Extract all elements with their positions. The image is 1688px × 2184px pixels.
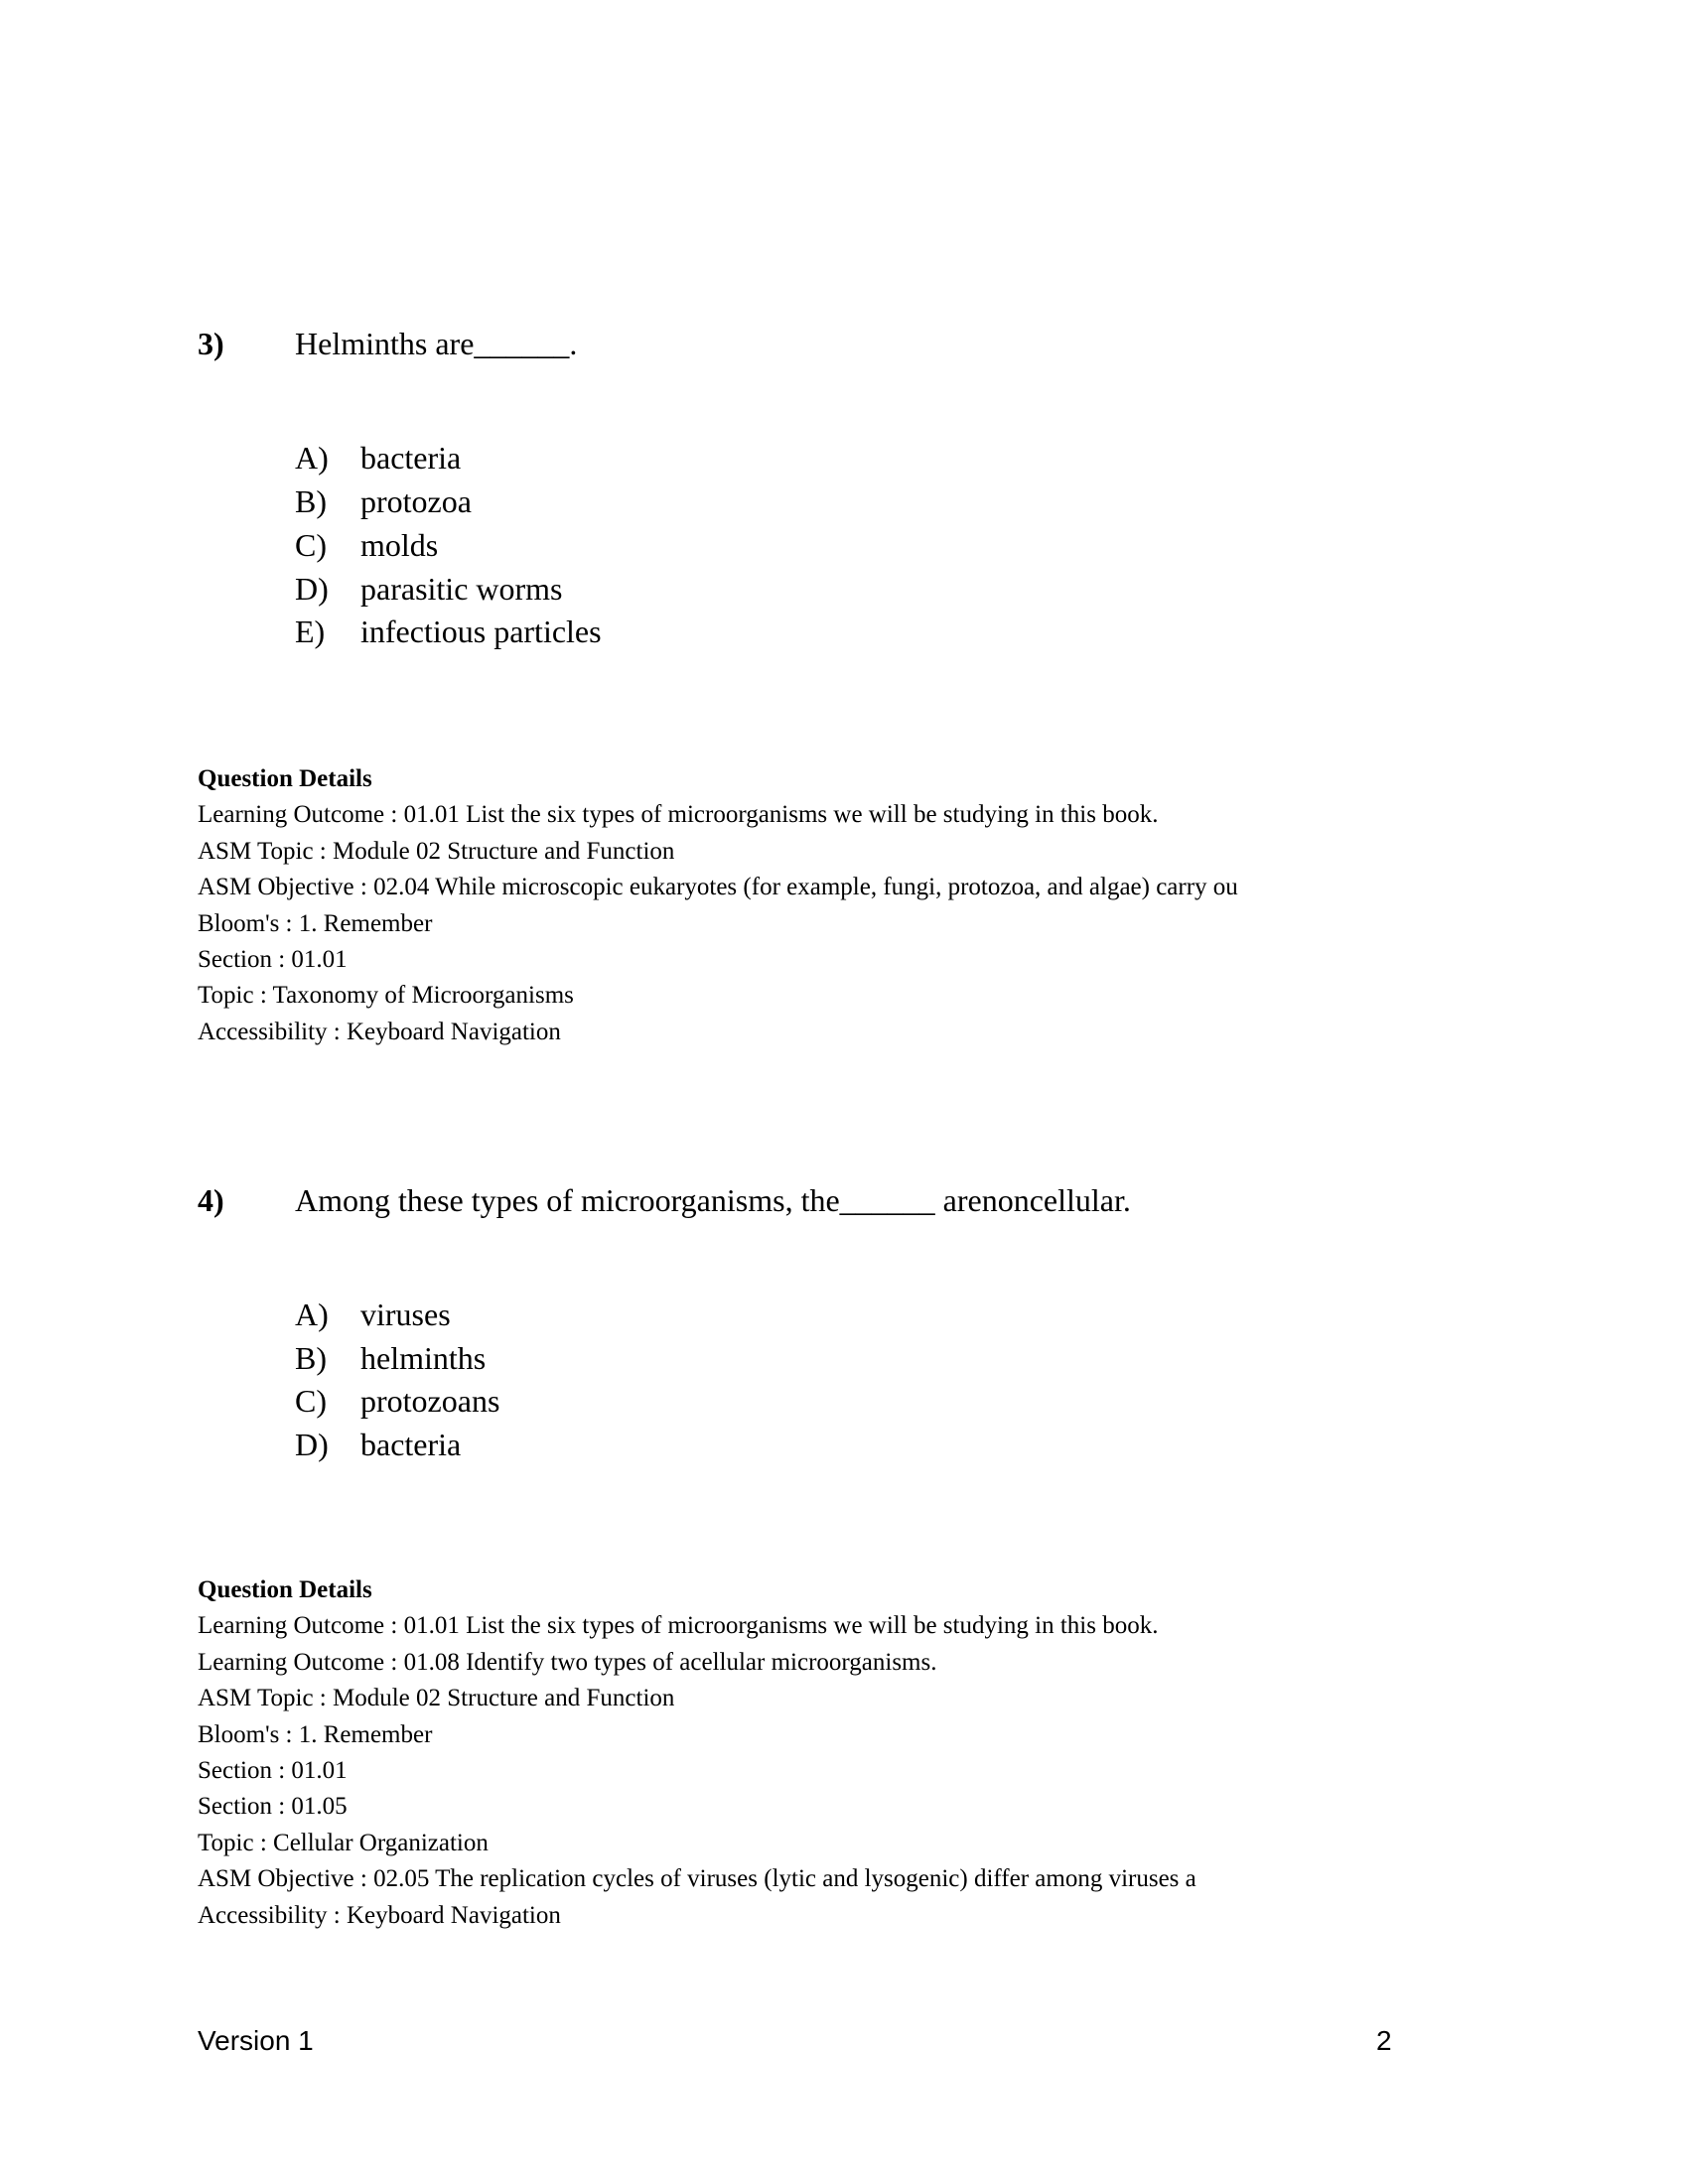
detail-line: Accessibility : Keyboard Navigation (198, 1018, 561, 1045)
question-number: 4) (198, 1182, 224, 1218)
option-b (295, 483, 472, 520)
detail-line: Accessibility : Keyboard Navigation (198, 1901, 561, 1929)
detail-line: Learning Outcome : 01.01 List the six types of microorganisms we will be studying in this book. (198, 1612, 1159, 1640)
detail-line: ASM Topic : Module 02 Structure and Function (198, 1685, 675, 1712)
detail-line: Bloom's : 1. Remember (198, 909, 433, 937)
detail-line: Topic : Cellular Organization (198, 1829, 489, 1856)
footer-version: Version 1 (198, 2025, 314, 2056)
question-text: Helminths are______. (295, 326, 578, 361)
option-a (295, 440, 461, 477)
question-details (198, 1572, 1196, 1934)
question-text: Among these types of microorganisms, the______ arenoncellular. (295, 1182, 1131, 1218)
option-text: viruses (360, 1297, 451, 1332)
option-letter: E) (295, 614, 326, 649)
option-text: protozoans (360, 1383, 500, 1419)
option-letter: C) (295, 1383, 327, 1419)
option-letter: A) (295, 440, 329, 476)
detail-line: Bloom's : 1. Remember (198, 1720, 433, 1748)
option-text: helminths (360, 1340, 487, 1376)
option-text: bacteria (360, 440, 462, 476)
option-text: infectious particles (360, 614, 602, 649)
detail-line: ASM Topic : Module 02 Structure and Function (198, 837, 675, 865)
detail-line: Section : 01.01 (198, 946, 348, 974)
detail-line: Topic : Taxonomy of Microorganisms (198, 982, 574, 1010)
page-number: 2 (1376, 2025, 1392, 2056)
option-text: bacteria (360, 1427, 462, 1462)
option-letter: C) (295, 527, 327, 563)
question-details (198, 761, 1238, 1050)
option-letter: B) (295, 483, 327, 519)
option-letter: D) (295, 571, 329, 607)
detail-line: Section : 01.05 (198, 1793, 348, 1821)
option-text: molds (360, 527, 439, 563)
detail-line: Learning Outcome : 01.01 List the six types of microorganisms we will be studying in this book. (198, 801, 1159, 829)
detail-line: ASM Objective : 02.04 While microscopic eukaryotes (for example, fungi, protozoa, and algae) carry ou (198, 874, 1238, 901)
detail-line: Learning Outcome : 01.08 Identify two types of acellular microorganisms. (198, 1648, 937, 1676)
question-number: 3) (198, 326, 224, 361)
details-heading: Question Details (198, 1576, 372, 1603)
option-e (295, 614, 602, 650)
option-d (295, 571, 563, 608)
option-a (295, 1297, 451, 1333)
option-b (295, 1340, 486, 1377)
option-d (295, 1427, 461, 1463)
option-text: protozoa (360, 483, 472, 519)
option-letter: A) (295, 1297, 329, 1332)
option-text: parasitic worms (360, 571, 563, 607)
detail-line: Section : 01.01 (198, 1757, 348, 1785)
option-c (295, 527, 438, 564)
option-c (295, 1383, 499, 1420)
details-heading: Question Details (198, 765, 372, 792)
option-letter: B) (295, 1340, 327, 1376)
detail-line: ASM Objective : 02.05 The replication cycles of viruses (lytic and lysogenic) differ among viruses a (198, 1865, 1196, 1893)
option-letter: D) (295, 1427, 329, 1462)
